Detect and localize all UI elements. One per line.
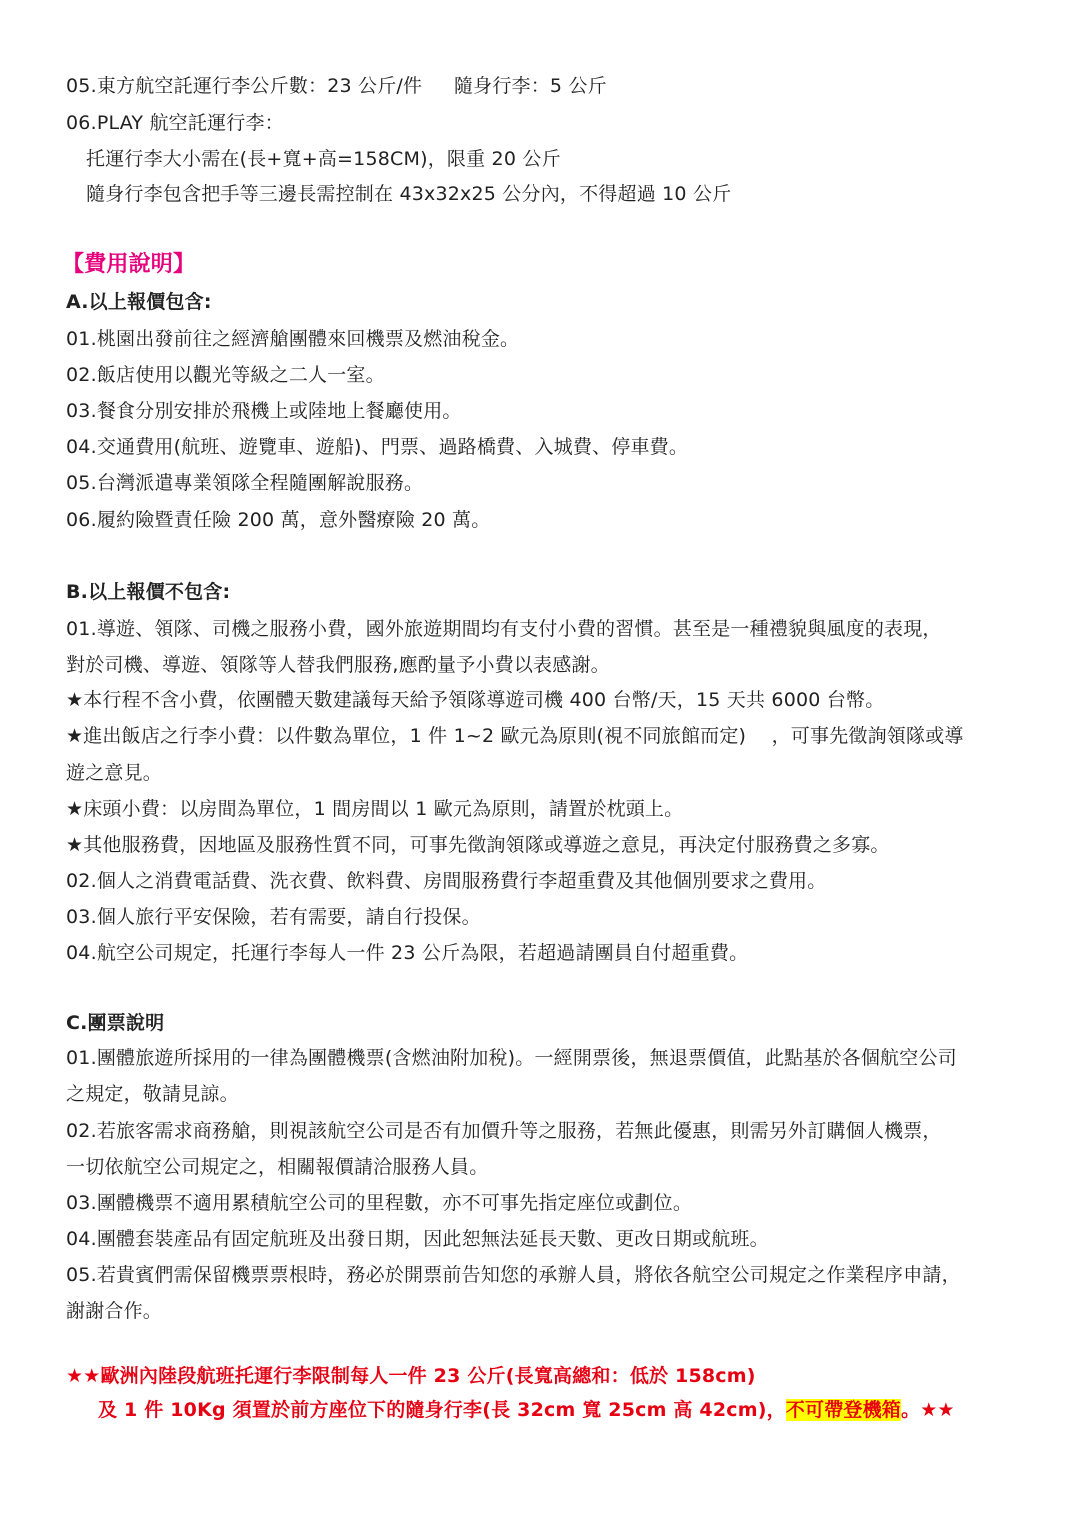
excluded-line: ★進出飯店之行李小費：以件數為單位，1 件 1~2 歐元為原則(視不同旅館而定) ，可事先徵詢領隊或導 xyxy=(66,725,964,747)
included-item: 01.桃園出發前往之經濟艙團體來回機票及燃油稅金。 xyxy=(66,328,520,350)
excluded-heading: B.以上報價不包含: xyxy=(66,581,231,603)
notice-suffix: 。★★ xyxy=(901,1399,955,1421)
fees-section-title: 【費用說明】 xyxy=(62,252,196,277)
group-ticket-line: 04.團體套裝產品有固定航班及出發日期，因此恕無法延長天數、更改日期或航班。 xyxy=(66,1228,769,1250)
included-item: 05.台灣派遣專業領隊全程隨團解說服務。 xyxy=(66,472,424,494)
group-ticket-line: 之規定，敬請見諒。 xyxy=(66,1083,239,1105)
excluded-line: 對於司機、導遊、領隊等人替我們服務,應酌量予小費以表感謝。 xyxy=(66,654,610,676)
baggage-line-06a: 托運行李大小需在(長+寬+高=158CM)，限重 20 公斤 xyxy=(86,148,561,170)
included-item: 06.履約險暨責任險 200 萬，意外醫療險 20 萬。 xyxy=(66,509,491,531)
excluded-line: ★其他服務費，因地區及服務性質不同，可事先徵詢領隊或導遊之意見，再決定付服務費之多寡。 xyxy=(66,834,890,856)
excluded-line: 遊之意見。 xyxy=(66,762,163,784)
group-ticket-line: 05.若貴賓們需保留機票票根時，務必於開票前告知您的承辦人員，將依各航空公司規定之作業程序申請， xyxy=(66,1264,961,1286)
baggage-line-05: 05.東方航空託運行李公斤數：23 公斤/件 隨身行李：5 公斤 xyxy=(66,75,607,97)
baggage-notice-line-1: ★★歐洲內陸段航班托運行李限制每人一件 23 公斤(長寬高總和：低於 158cm) xyxy=(66,1365,756,1387)
excluded-line: ★本行程不含小費，依團體天數建議每天給予領隊導遊司機 400 台幣/天，15 天共 6000 台幣。 xyxy=(66,689,885,711)
baggage-notice-line-2 xyxy=(98,1398,955,1422)
group-ticket-line: 謝謝合作。 xyxy=(66,1300,163,1322)
group-ticket-line: 03.團體機票不適用累積航空公司的里程數，亦不可事先指定座位或劃位。 xyxy=(66,1192,693,1214)
notice-text: 及 1 件 10Kg 須置於前方座位下的隨身行李(長 32cm 寬 25cm 高 42cm)， xyxy=(98,1399,786,1421)
group-ticket-line: 02.若旅客需求商務艙，則視該航空公司是否有加價升等之服務，若無此優惠，則需另外訂購個人機票， xyxy=(66,1120,942,1142)
baggage-line-06b: 隨身行李包含把手等三邊長需控制在 43x32x25 公分內，不得超過 10 公斤 xyxy=(86,183,732,205)
highlighted-notice: 不可帶登機箱 xyxy=(785,1399,901,1421)
included-item: 02.飯店使用以觀光等級之二人一室。 xyxy=(66,364,385,386)
excluded-line: 02.個人之消費電話費、洗衣費、飲料費、房間服務費行李超重費及其他個別要求之費用。 xyxy=(66,870,827,892)
excluded-line: ★床頭小費：以房間為單位，1 間房間以 1 歐元為原則，請置於枕頭上。 xyxy=(66,798,684,820)
included-item: 03.餐食分別安排於飛機上或陸地上餐廳使用。 xyxy=(66,400,462,422)
excluded-line: 04.航空公司規定，托運行李每人一件 23 公斤為限，若超過請團員自付超重費。 xyxy=(66,942,749,964)
group-ticket-line: 01.團體旅遊所採用的一律為團體機票(含燃油附加稅)。一經開票後，無退票價值，此點基於各個航空公司 xyxy=(66,1047,957,1069)
group-ticket-line: 一切依航空公司規定之，相關報價請洽服務人員。 xyxy=(66,1156,489,1178)
excluded-line: 03.個人旅行平安保險，若有需要，請自行投保。 xyxy=(66,906,481,928)
included-item: 04.交通費用(航班、遊覽車、遊船)、門票、過路橋費、入城費、停車費。 xyxy=(66,436,689,458)
baggage-line-06: 06.PLAY 航空託運行李： xyxy=(66,112,284,134)
group-ticket-heading: C.團票說明 xyxy=(66,1012,165,1034)
included-heading: A.以上報價包含: xyxy=(66,291,212,313)
excluded-line: 01.導遊、領隊、司機之服務小費，國外旅遊期間均有支付小費的習慣。甚至是一種禮貌與風度的表現， xyxy=(66,618,942,640)
